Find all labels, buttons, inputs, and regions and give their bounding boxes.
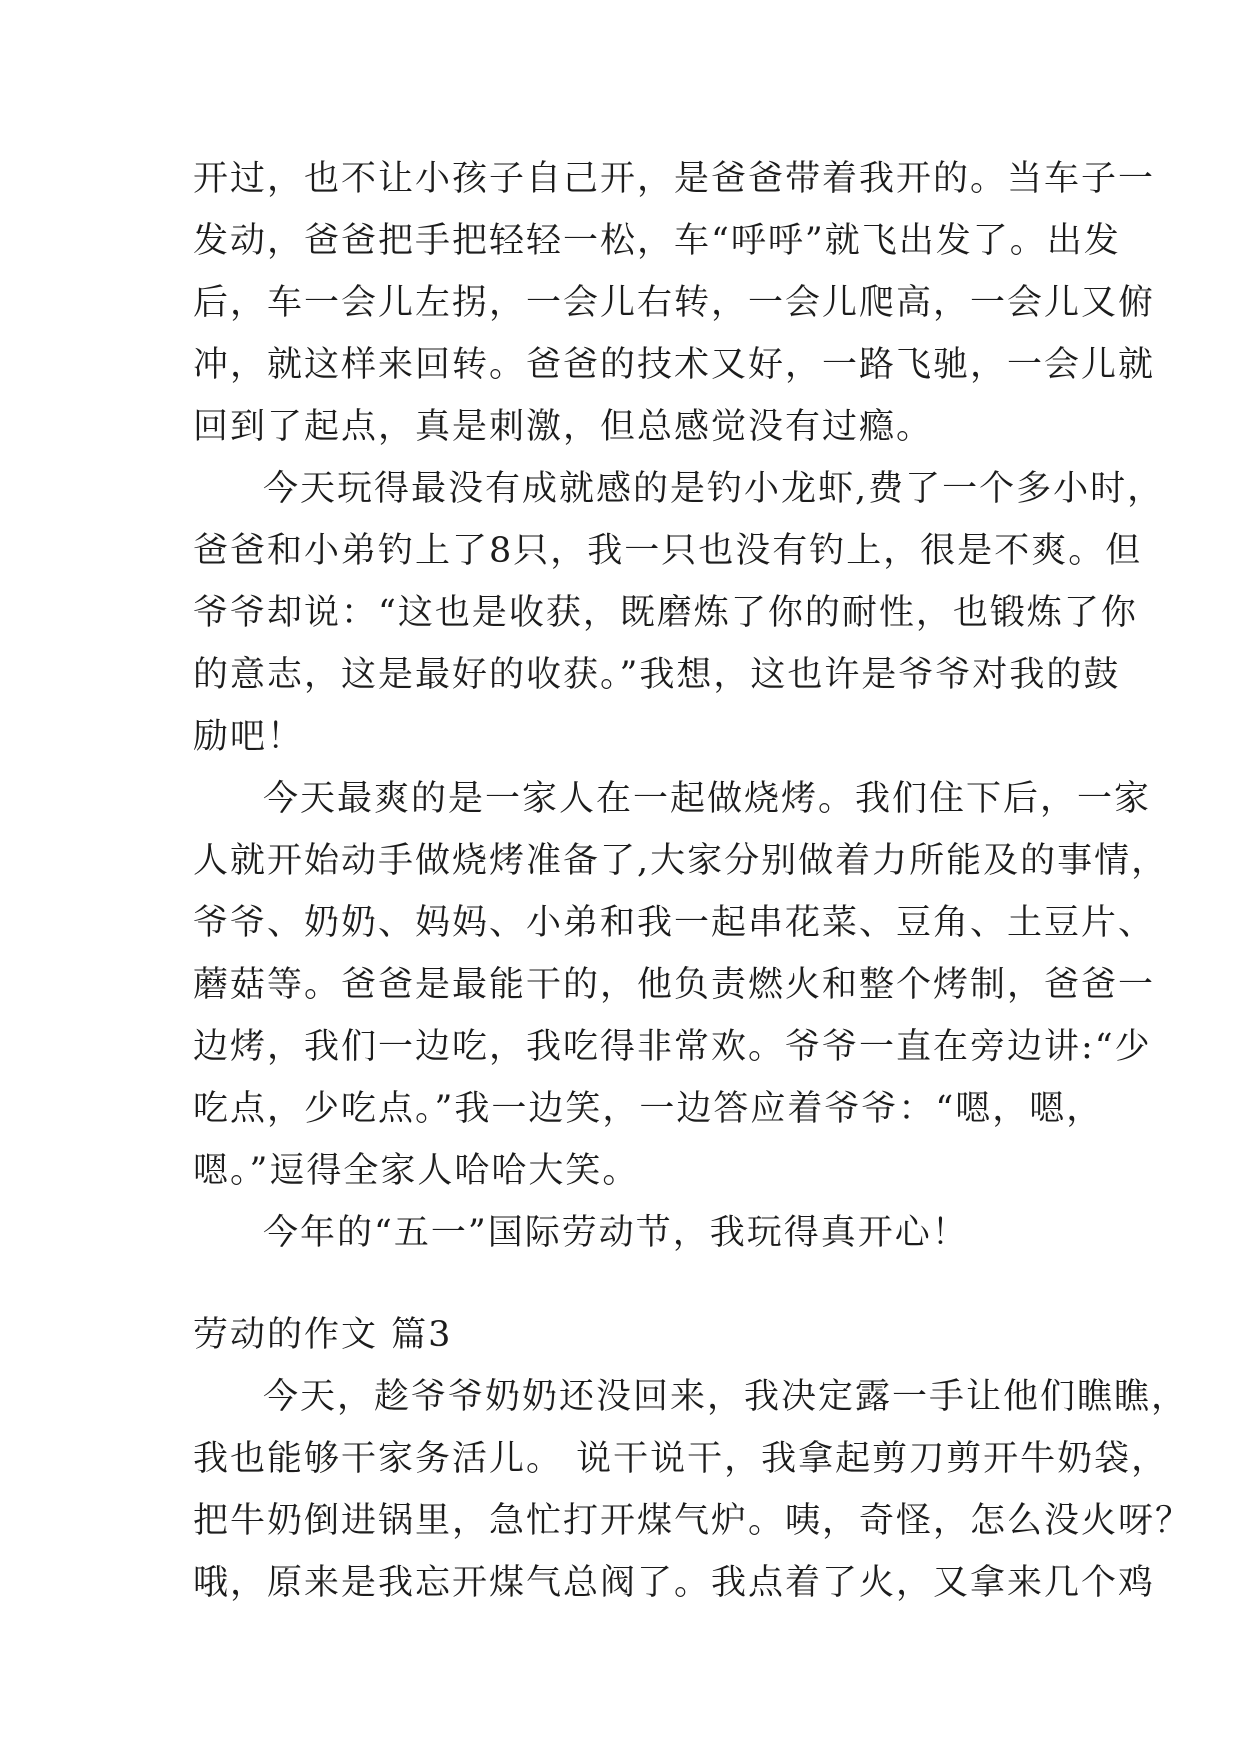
paragraph-first-line: 今天，趁爷爷奶奶还没回来，我决定露一手让他们瞧瞧，: [263, 1377, 1189, 1417]
text-line: 把牛奶倒进锅里，急忙打开煤气炉。咦，奇怪，怎么没火呀？: [193, 1501, 1193, 1541]
text-line: 人就开始动手做烧烤准备了,大家分别做着力所能及的事情，: [193, 841, 1169, 881]
text-line: 爸爸和小弟钓上了8只，我一只也没有钓上，很是不爽。但: [193, 531, 1143, 571]
section-heading: 劳动的作文 篇3: [193, 1315, 453, 1355]
text-line: 励吧！: [193, 717, 305, 757]
paragraph-first-line: 今年的“五一”国际劳动节，我玩得真开心！: [263, 1213, 969, 1253]
text-line: 的意志，这是最好的收获。”我想，这也许是爷爷对我的鼓: [193, 655, 1121, 695]
text-line: 发动，爸爸把手把轻轻一松，车“呼呼”就飞出发了。出发: [193, 221, 1121, 261]
essay-body: [193, 148, 1193, 1614]
text-line: 后，车一会儿左拐，一会儿右转，一会儿爬高，一会儿又俯: [193, 283, 1156, 323]
paragraph-first-line: 今天玩得最没有成就感的是钓小龙虾,费了一个多小时，: [263, 469, 1165, 509]
text-line: 哦，原来是我忘开煤气总阀了。我点着了火，又拿来几个鸡: [193, 1563, 1156, 1603]
paragraph-first-line: 今天最爽的是一家人在一起做烧烤。我们住下后，一家: [263, 779, 1152, 819]
text-line: 我也能够干家务活儿。 说干说干，我拿起剪刀剪开牛奶袋，: [193, 1439, 1169, 1479]
text-line: 边烤，我们一边吃，我吃得非常欢。爷爷一直在旁边讲:“少: [193, 1027, 1152, 1067]
text-line: 爷爷、奶奶、妈妈、小弟和我一起串花菜、豆角、土豆片、: [193, 903, 1156, 943]
text-line: 蘑菇等。爸爸是最能干的，他负责燃火和整个烤制，爸爸一: [193, 965, 1156, 1005]
text-line: 嗯。”逗得全家人哈哈大笑。: [193, 1151, 640, 1191]
text-line: 冲，就这样来回转。爸爸的技术又好，一路飞驰，一会儿就: [193, 345, 1156, 385]
text-line: 回到了起点，真是刺激，但总感觉没有过瘾。: [193, 407, 934, 447]
text-line: 吃点，少吃点。”我一边笑，一边答应着爷爷：“嗯，嗯，: [193, 1089, 1104, 1129]
text-line: 开过，也不让小孩子自己开，是爸爸带着我开的。当车子一: [193, 159, 1156, 199]
text-line: 爷爷却说：“这也是收获，既磨炼了你的耐性，也锻炼了你: [193, 593, 1138, 633]
